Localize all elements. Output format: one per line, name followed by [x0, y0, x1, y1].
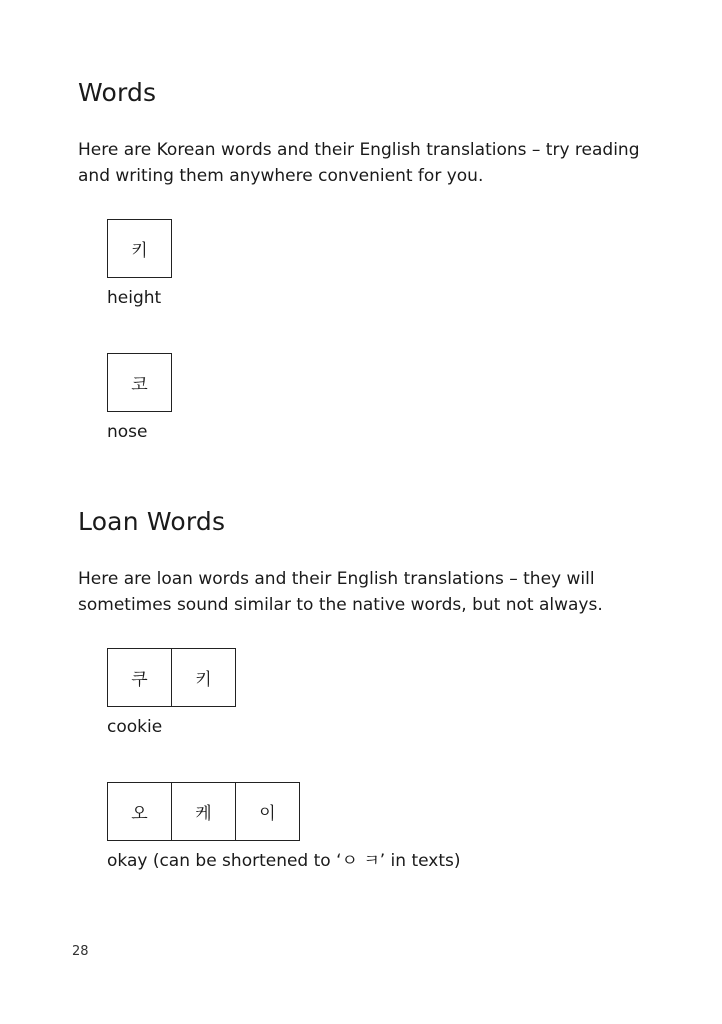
- syllable-boxes: [107, 782, 461, 841]
- syllable-boxes: [107, 648, 235, 707]
- word-item: [107, 648, 235, 738]
- syllable-box: 코: [107, 353, 172, 412]
- page-number: 28: [72, 944, 89, 959]
- section-intro-loan-words: Here are loan words and their English translations – they will sometimes sound similar to the native words, but not always.: [78, 569, 603, 615]
- section-heading-loan-words: Loan Words: [78, 507, 226, 536]
- syllable-box: 이: [235, 782, 300, 841]
- word-translation: nose: [107, 422, 148, 442]
- section-intro-words: Here are Korean words and their English translations – try reading and writing them anywhere convenient for you.: [78, 140, 640, 186]
- word-translation: okay (can be shortened to ‘ㅇ ㅋ’ in texts): [107, 851, 461, 871]
- syllable-box: 오: [107, 782, 172, 841]
- section-heading-words: Words: [78, 78, 157, 107]
- syllable-boxes: [107, 353, 171, 412]
- syllable-box: 키: [107, 219, 172, 278]
- word-item: [107, 353, 171, 443]
- word-item: [107, 219, 171, 309]
- syllable-box: 키: [171, 648, 236, 707]
- word-translation: cookie: [107, 717, 163, 737]
- syllable-box: 쿠: [107, 648, 172, 707]
- syllable-boxes: [107, 219, 171, 278]
- syllable-box: 케: [171, 782, 236, 841]
- word-translation: height: [107, 288, 162, 308]
- word-item: [107, 782, 461, 872]
